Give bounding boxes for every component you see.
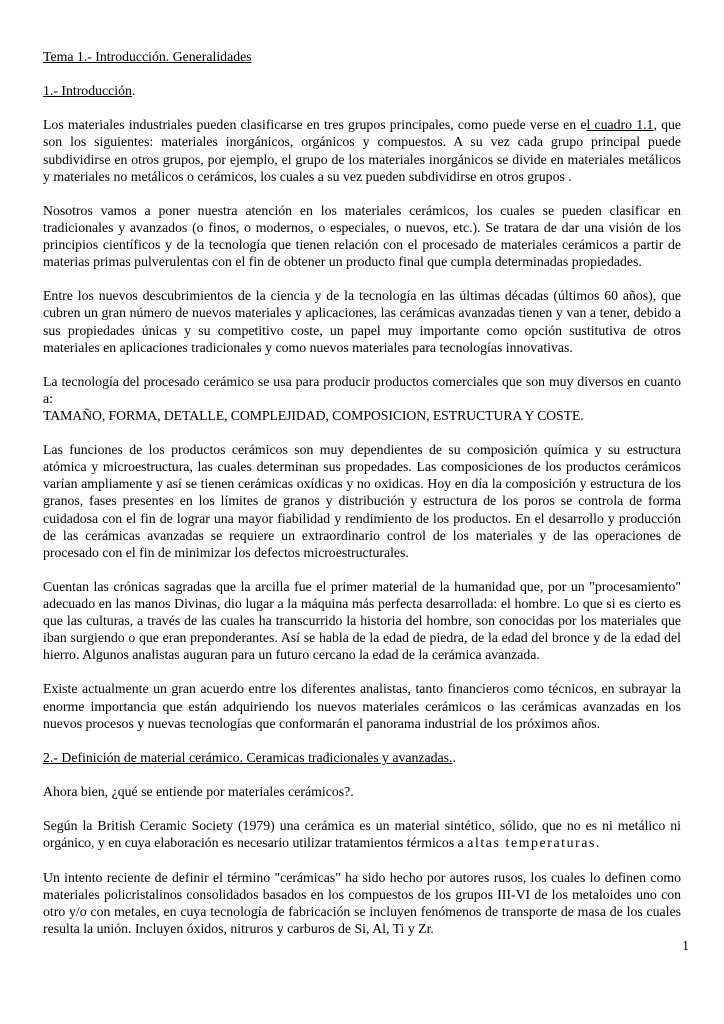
section-1-heading-period: . xyxy=(131,83,136,99)
paragraph-processing-technology: La tecnología del procesado cerámico se usa para producir productos comerciales que son muy diversos en cuanto a: xyxy=(43,373,681,406)
paragraph-classification xyxy=(43,116,681,184)
paragraph-british-ceramic-society xyxy=(43,817,681,851)
table-reference: l cuadro 1.1 xyxy=(586,117,654,133)
product-attributes-line: TAMAÑO, FORMA, DETALLE, COMPLEJIDAD, COMPOSICION, ESTRUCTURA Y COSTE. xyxy=(43,407,584,423)
paragraph-functions: Las funciones de los productos cerámicos son muy dependientes de su composición química y su estructura atómica y microestructura, las cuales determinan sus propedades. Las composiciones de los productos cerámicos varían ampliamente y así se tienen cerámicas oxídicas y no oxidicas. Hoy en día la composición y estructura de los granos, fases presentes en los límites de granos y distribución y estructura de los poros se controla de forma cuidadosa con el fin de lograr una mayor fiabilidad y rendimiento de los productos. En el desarrollo y producción de las cerámicas avanzadas se requiere un extraordinario control de los materiales y de las operaciones de procesado con el fin de minimizar los defectos microestructurales. xyxy=(43,442,681,560)
document-content xyxy=(43,48,689,954)
section-1-heading xyxy=(43,82,681,99)
paragraph-question: Ahora bien, ¿qué se entiende por materiales cerámicos?. xyxy=(43,784,354,800)
section-1-heading-text: 1.- Introducción xyxy=(43,83,132,99)
section-2-heading-text: 2.- Definición de material cerámico. Ceramicas tradicionales y avanzadas. xyxy=(43,749,453,765)
paragraph-classification-text-end: , que son los siguientes: materiales inorgánicos, orgánicos y compuestos. A su vez cada grupo principal puede subdividirse en otros grupos, por ejemplo, el grupo de los materiales inorgánicos se divide en materiales metálicos y materiales no metálicos o cerámicos, los cuales a su vez pueden subdividirse en otros grupos . xyxy=(43,117,681,184)
section-2-heading xyxy=(43,749,681,766)
paragraph-analyst-agreement: Existe actualmente un gran acuerdo entre los diferentes analistas, tanto financieros como técnicos, en subrayar la enorme importancia que están adquiriendo los nuevos materiales cerámicos o las cerámicas avanzadas en los nuevos procesos y nuevas tecnologías que conformarán el panorama industrial de los próximos años. xyxy=(43,681,681,731)
emphasized-high-temperatures: altas temperaturas. xyxy=(467,835,602,851)
page-number: 1 xyxy=(682,937,689,953)
paragraph-new-discoveries: Entre los nuevos descubrimientos de la ciencia y de la tecnología en las últimas décadas (últimos 60 años), que cubren un gran número de nuevos materiales y aplicaciones, las cerámicas avanzadas tienen y van a tener, debido a sus propiedades únicas y su competitivo coste, un papel muy importante como opción sustitutiva de otros materiales en aplicaciones tradicionales y como nuevos materiales para tecnologías innovativas. xyxy=(43,288,681,355)
paragraph-classification-text-start: Los materiales industriales pueden clasificarse en tres grupos principales, como puede verse en e xyxy=(43,117,587,133)
paragraph-sacred-chronicles: Cuentan las crónicas sagradas que la arcilla fue el primer material de la humanidad que, por un "procesamiento" adecuado en las manos Divinas, dio lugar a la máquina más perfecta desarrollada: el hombre. Lo que si es cierto es que las culturas, a través de las cuales ha transcurrido la historia del hombre, son conocidas por los materiales que iban surgiendo o que eran preponderantes. Así se habla de la edad de piedra, de la edad del bronce y de la edad del hierro. Algunos analistas auguran para un futuro cercano la edad de la cerámica avanzada. xyxy=(43,578,681,663)
document-title xyxy=(43,48,681,65)
section-2-heading-period: . xyxy=(452,749,456,765)
paragraph-focus-ceramics: Nosotros vamos a poner nuestra atención en los materiales cerámicos, los cuales se pueden clasificar en tradicionales y avanzados (o finos, o modernos, o especiales, o nuevos, etc.). Se tratara de dar una visión de los principios científicos y de la tecnología que tienen relación con el procesado de materiales cerámicos a partir de materias primas pulverulentas con el fin de obtener un producto final que cumpla determinadas propiedades. xyxy=(43,202,681,270)
paragraph-bcs-text: Según la British Ceramic Society (1979) una cerámica es un material sintético, sólido, que no es ni metálico ni orgánico, y en cuya elaboración es necesario utilizar tratamientos térmicos a xyxy=(43,818,681,851)
paragraph-russian-definition: Un intento reciente de definir el término "cerámicas" ha sido hecho por autores rusos, los cuales lo definen como materiales policristalinos consolidados basados en los compuestos de los grupos III-VI de los metaloides uno con otro y/o con metales, en cuya tecnología de fabricación se incluyen fenómenos de transporte de masa de los cuales resulta la unión. Incluyen óxidos, nitruros y carburos de Si, Al, Ti y Zr. xyxy=(43,869,681,936)
document-title-text: Tema 1.- Introducción. Generalidades xyxy=(43,49,252,64)
